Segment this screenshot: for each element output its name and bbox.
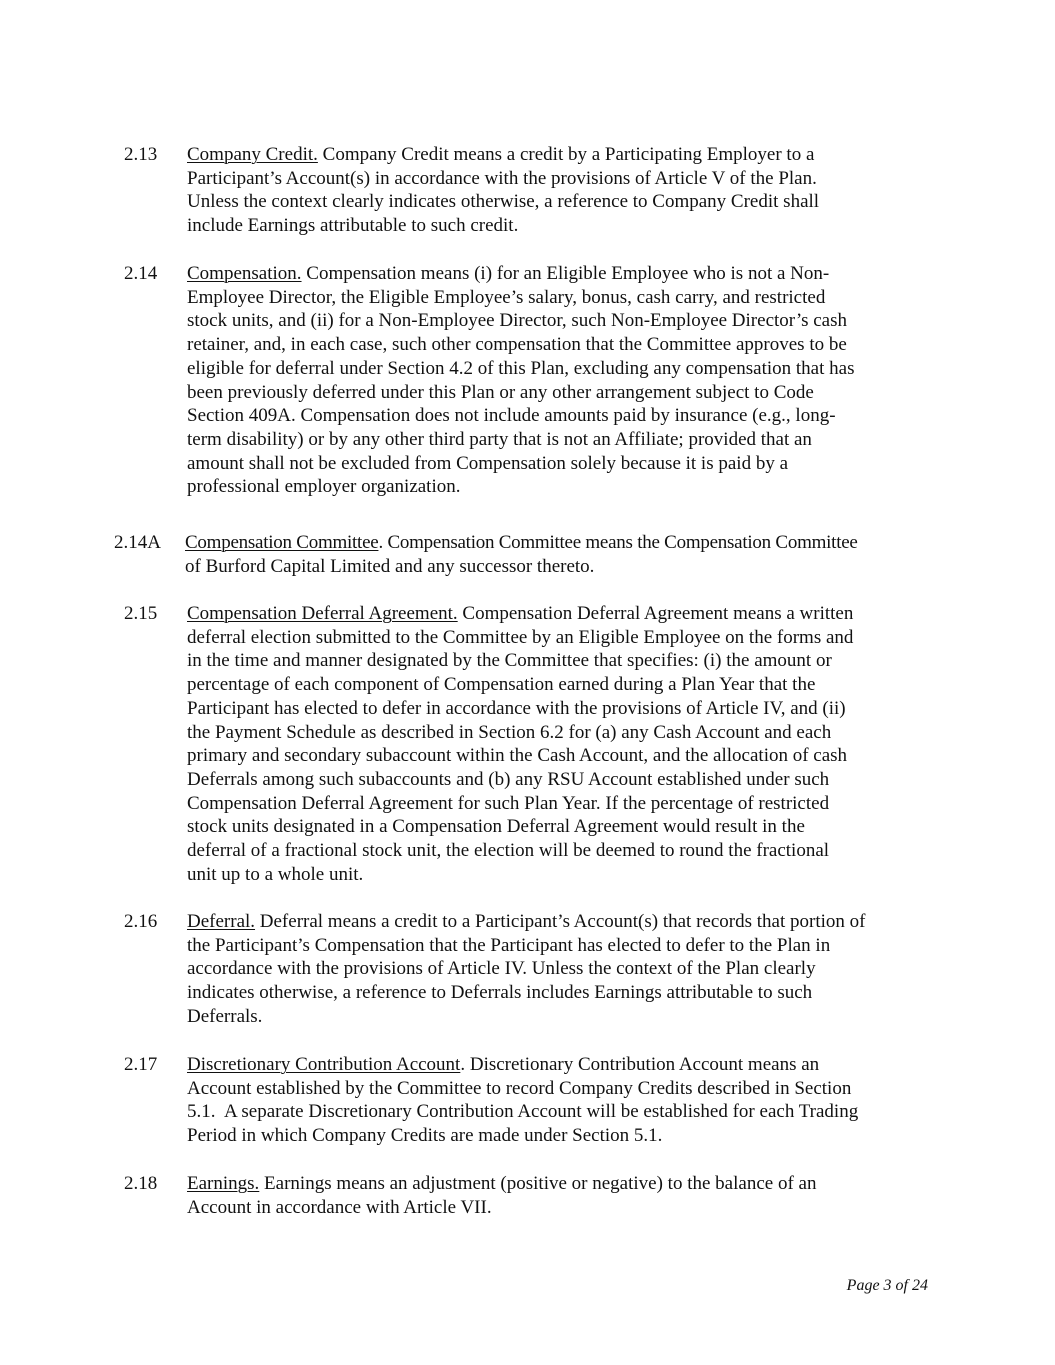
section-line: . Compensation Committee means the Compensation Committee xyxy=(378,532,858,553)
section-body xyxy=(187,262,932,499)
section-number: 2.16 xyxy=(124,911,158,932)
section-line: Deferrals. xyxy=(187,1005,263,1027)
section-line: term disability) or by any other third party that is not an Affiliate; provided that an xyxy=(187,428,812,450)
section-first-line xyxy=(187,262,932,286)
section-title: Company Credit. xyxy=(187,144,318,165)
section-first-line xyxy=(187,910,932,934)
section-line: Deferrals among such subaccounts and (b) any RSU Account established under such xyxy=(187,768,830,790)
section-first-line xyxy=(187,602,932,626)
section-number: 2.17 xyxy=(124,1054,158,1075)
section-line: deferral of a fractional stock unit, the election will be deemed to round the fractional xyxy=(187,840,830,862)
section-line: Earnings means an adjustment (positive or negative) to the balance of an xyxy=(259,1173,817,1194)
section-body xyxy=(187,602,932,886)
section-line: deferral election submitted to the Committee by an Eligible Employee on the forms and xyxy=(187,626,854,648)
section-title: Earnings. xyxy=(187,1173,260,1194)
section-title: Deferral. xyxy=(187,911,256,932)
section-line: Employee Director, the Eligible Employee’s salary, bonus, cash carry, and restricted xyxy=(187,286,826,308)
section-first-line xyxy=(185,531,930,555)
section-title: Compensation. xyxy=(187,263,302,284)
page-number: Page 3 of 24 xyxy=(846,1277,928,1294)
section-line: Unless the context clearly indicates otherwise, a reference to Company Credit shall xyxy=(187,191,820,213)
section-line: eligible for deferral under Section 4.2 of this Plan, excluding any compensation that has xyxy=(187,357,855,379)
section-body xyxy=(187,1053,932,1148)
section-line: primary and secondary subaccount within the Cash Account, and the allocation of cash xyxy=(187,745,848,767)
section-first-line xyxy=(187,143,932,167)
section-line: Participant has elected to defer in accordance with the provisions of Article IV, and (ii) xyxy=(187,697,846,719)
section-line: include Earnings attributable to such credit. xyxy=(187,215,519,237)
section-body xyxy=(187,1172,932,1219)
section-number: 2.13 xyxy=(124,144,158,165)
section-number: 2.14 xyxy=(124,263,158,284)
section-line: retainer, and, in each case, such other compensation that the Committee approves to be xyxy=(187,334,847,356)
section-line: unit up to a whole unit. xyxy=(187,863,364,885)
section-number: 2.18 xyxy=(124,1173,158,1194)
section-line: been previously deferred under this Plan or any other arrangement subject to Code xyxy=(187,381,814,403)
section-first-line xyxy=(187,1172,932,1196)
section-line: indicates otherwise, a reference to Deferrals includes Earnings attributable to such xyxy=(187,982,813,1004)
section-line: Compensation Deferral Agreement for such Plan Year. If the percentage of restricted xyxy=(187,792,830,814)
section-line: Compensation Deferral Agreement means a written xyxy=(457,603,854,624)
section-line: Account established by the Committee to record Company Credits described in Section xyxy=(187,1077,852,1099)
section-title: Compensation Committee xyxy=(185,532,379,553)
section-line: of Burford Capital Limited and any successor thereto. xyxy=(185,555,595,577)
section-line: stock units designated in a Compensation Deferral Agreement would result in the xyxy=(187,816,805,838)
section-body xyxy=(185,531,930,578)
section-body xyxy=(187,910,932,1029)
section-line: accordance with the provisions of Article IV. Unless the context of the Plan clearly xyxy=(187,958,816,980)
section-line: the Payment Schedule as described in Section 6.2 for (a) any Cash Account and each xyxy=(187,721,832,743)
section-line: Participant’s Account(s) in accordance with the provisions of Article V of the Plan. xyxy=(187,167,817,189)
section-line: Company Credit means a credit by a Participating Employer to a xyxy=(317,144,815,165)
section-line: . Discretionary Contribution Account means an xyxy=(460,1054,820,1075)
section-title: Discretionary Contribution Account xyxy=(187,1054,461,1075)
section-line: 5.1. A separate Discretionary Contribution Account will be established for each Trading xyxy=(187,1101,859,1123)
section-line: Section 409A. Compensation does not include amounts paid by insurance (e.g., long- xyxy=(187,405,836,427)
section-line: Account in accordance with Article VII. xyxy=(187,1196,492,1218)
section-line: the Participant’s Compensation that the Participant has elected to defer to the Plan in xyxy=(187,934,831,956)
section-line: professional employer organization. xyxy=(187,476,461,498)
section-number: 2.14A xyxy=(114,532,161,553)
section-line: amount shall not be excluded from Compensation solely because it is paid by a xyxy=(187,452,789,474)
section-line: Period in which Company Credits are made under Section 5.1. xyxy=(187,1125,663,1147)
section-first-line xyxy=(187,1053,932,1077)
section-body xyxy=(187,143,932,238)
section-line: percentage of each component of Compensation earned during a Plan Year that the xyxy=(187,674,816,696)
section-number: 2.15 xyxy=(124,603,158,624)
section-line: Compensation means (i) for an Eligible Employee who is not a Non- xyxy=(301,263,830,284)
section-line: stock units, and (ii) for a Non-Employee Director, such Non-Employee Director’s cash xyxy=(187,310,847,332)
section-line: Deferral means a credit to a Participant’s Account(s) that records that portion of xyxy=(255,911,866,932)
section-title: Compensation Deferral Agreement. xyxy=(187,603,458,624)
section-line: in the time and manner designated by the Committee that specifies: (i) the amount or xyxy=(187,650,832,672)
